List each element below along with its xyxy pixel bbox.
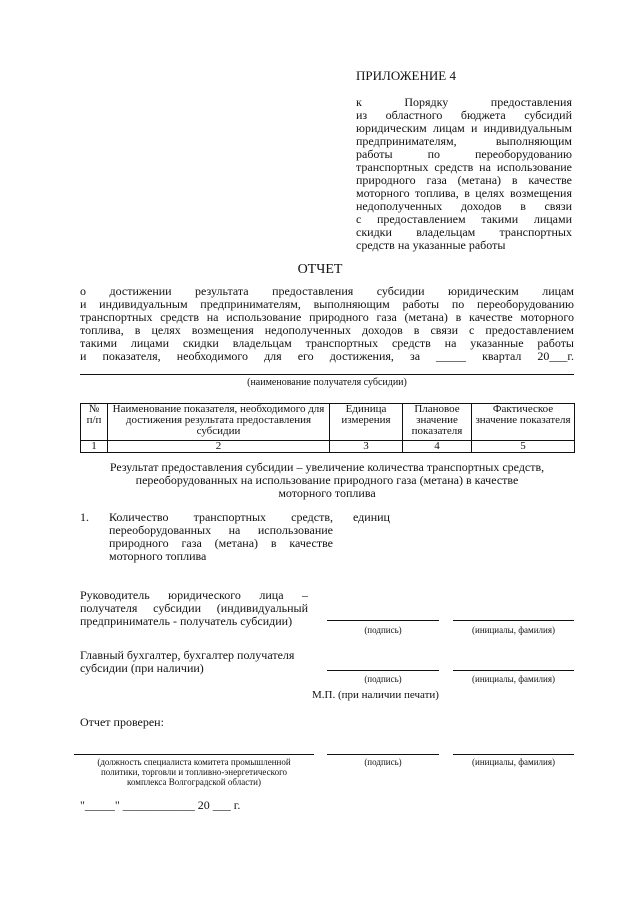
head-line: предприниматель - получатель субсидии) <box>80 614 293 628</box>
item-line: переоборудованных на использование <box>109 523 333 537</box>
result-line: моторного топлива <box>278 486 376 500</box>
item-line: моторного топлива <box>109 549 207 563</box>
accountant-line: субсидии (при наличии) <box>80 661 204 675</box>
appendix-line: скидки владельцам транспортных <box>356 225 572 239</box>
recipient-name-line <box>80 374 574 375</box>
table-cell: 1 <box>81 441 108 453</box>
appendix-line: предпринимателям, выполняющим <box>356 134 572 148</box>
official-caption-line: (должность специалиста комитета промышленной <box>97 757 291 767</box>
item-description <box>109 511 333 563</box>
report-title: ОТЧЕТ <box>297 262 343 277</box>
appendix-line: природного газа (метана) в качестве <box>356 173 572 187</box>
accountant-label <box>80 649 320 675</box>
table-cell: 5 <box>472 441 575 453</box>
accountant-initials-line <box>453 670 574 671</box>
result-statement <box>80 461 574 500</box>
intro-line: и индивидуальным предпринимателям, выполняющим работы по переоборудованию <box>80 297 574 311</box>
appendix-line: средств на указанные работы <box>356 238 506 252</box>
indicators-table <box>80 403 575 453</box>
official-initials-line <box>453 754 574 755</box>
date-line: "_____" ____________ 20 ___ г. <box>80 798 241 812</box>
table-header-cell: № п/п <box>81 404 108 441</box>
appendix-line: недополученных доходов в связи <box>356 199 572 213</box>
appendix-block <box>356 96 572 252</box>
appendix-line: транспортных средств на использование <box>356 160 572 174</box>
recipient-caption: (наименование получателя субсидии) <box>247 377 407 388</box>
table-cell: 4 <box>403 441 472 453</box>
table-header-cell: Фактическое значение показателя <box>472 404 575 441</box>
accountant-signature-line <box>327 670 439 671</box>
appendix-line: работы по переоборудованию <box>356 147 572 161</box>
official-signature-caption: (подпись) <box>364 757 402 767</box>
head-signature-line <box>327 620 439 621</box>
item-line: Количество транспортных средств, <box>109 510 333 524</box>
appendix-line: с предоставлением такими лицами <box>356 212 572 226</box>
item-number: 1. <box>80 510 89 524</box>
accountant-line: Главный бухгалтер, бухгалтер получателя <box>80 648 295 662</box>
table-header-row <box>81 404 575 441</box>
table-header-cell: Плановое значение показателя <box>403 404 472 441</box>
appendix-line: юридическим лицам и индивидуальным <box>356 121 572 135</box>
item-line: природного газа (метана) в качестве <box>109 536 333 550</box>
table-header-cell: Наименование показателя, необходимого для достижения результата предоставления субсидии <box>108 404 330 441</box>
official-position-line <box>74 754 314 755</box>
table-cell: 3 <box>330 441 403 453</box>
table-row <box>81 441 575 453</box>
accountant-initials-caption: (инициалы, фамилия) <box>472 674 555 684</box>
intro-line: такими лицами скидки владельцам транспортных средств на указанные работы <box>80 336 574 350</box>
stamp-caption: М.П. (при наличии печати) <box>312 689 439 701</box>
appendix-line: моторного топлива, в целях возмещения <box>356 186 572 200</box>
official-caption-line: комплекса Волгоградской области) <box>127 777 261 787</box>
intro-line: топлива, в целях возмещения недополученных доходов в связи с предоставлением <box>80 323 574 337</box>
head-signatory-label <box>80 589 308 628</box>
intro-line: и показателя, необходимого для его достижения, за _____ квартал 20___г. <box>80 349 574 363</box>
result-line: Результат предоставления субсидии – увеличение количества транспортных средств, <box>109 460 545 474</box>
official-caption-line: политики, торговли и топливно-энергетического <box>100 767 288 777</box>
head-signature-caption: (подпись) <box>364 625 402 635</box>
intro-line: о достижении результата предоставления субсидии юридическим лицам <box>80 284 574 298</box>
appendix-line: к Порядку предоставления <box>356 95 572 109</box>
checked-label: Отчет проверен: <box>80 715 164 729</box>
item-unit: единиц <box>353 510 390 524</box>
result-line: переоборудованных на использование природного газа (метана) в качестве <box>135 473 519 487</box>
head-initials-line <box>453 620 574 621</box>
accountant-signature-caption: (подпись) <box>364 674 402 684</box>
official-signature-line <box>327 754 439 755</box>
table-header-cell: Единица измерения <box>330 404 403 441</box>
head-initials-caption: (инициалы, фамилия) <box>472 625 555 635</box>
official-initials-caption: (инициалы, фамилия) <box>472 757 555 767</box>
head-line: получателя субсидии (индивидуальный <box>80 601 308 615</box>
report-intro <box>80 285 574 363</box>
appendix-line: из областного бюджета субсидий <box>356 108 572 122</box>
official-position-caption <box>74 757 314 787</box>
head-line: Руководитель юридического лица – <box>80 588 308 602</box>
intro-line: транспортных средств на использование природного газа (метана) в качестве моторного <box>80 310 574 324</box>
table-cell: 2 <box>108 441 330 453</box>
appendix-title: ПРИЛОЖЕНИЕ 4 <box>356 68 456 83</box>
